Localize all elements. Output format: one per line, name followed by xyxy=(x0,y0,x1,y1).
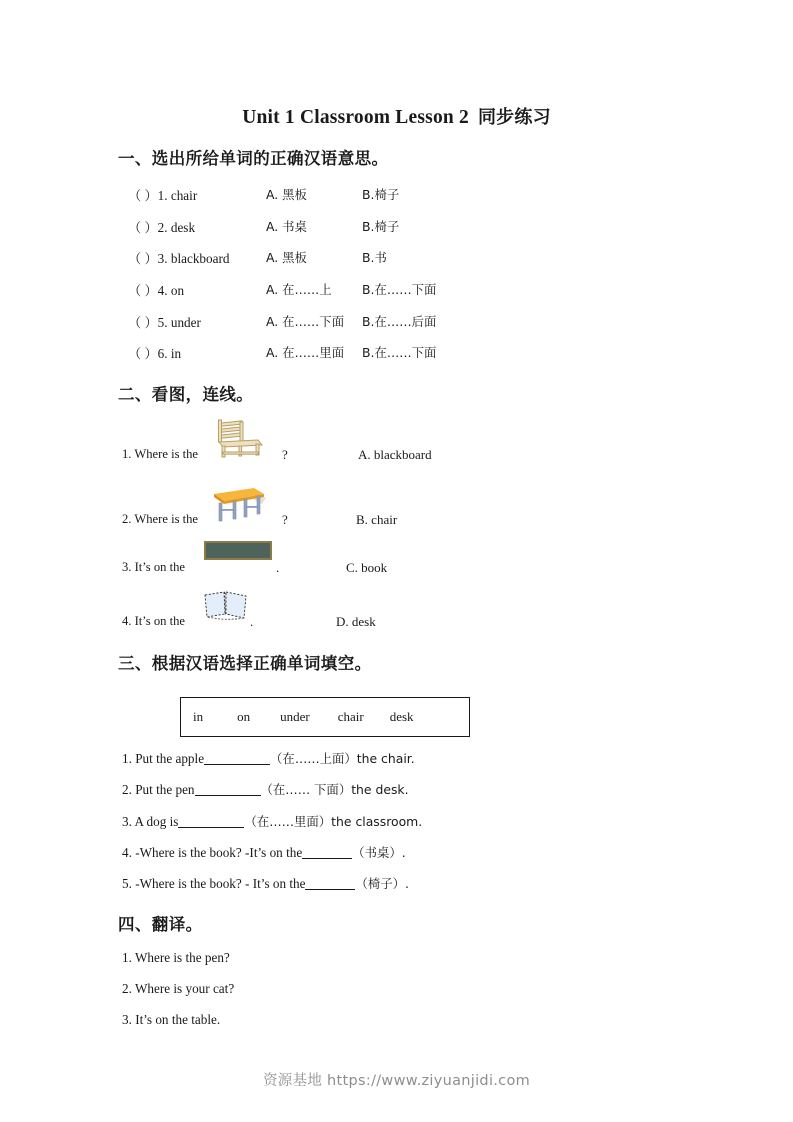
word-bank-item[interactable]: on xyxy=(237,709,251,724)
fill-blank-suffix: （在…… 下面）the desk. xyxy=(260,782,409,797)
mc-option-a[interactable]: A. 在……里面 xyxy=(266,345,345,360)
desk-image xyxy=(210,482,268,526)
fill-blank-prefix: 2. Put the pen xyxy=(122,782,195,797)
mc-question-stem: （ ）2. desk xyxy=(128,220,196,235)
mc-option-a[interactable]: A. 在……下面 xyxy=(266,314,345,329)
mc-option-b[interactable]: B.椅子 xyxy=(362,219,400,234)
translate-item: 2. Where is your cat? xyxy=(122,981,235,996)
match-option[interactable]: C. book xyxy=(346,560,388,575)
mc-option-b[interactable]: B.在……下面 xyxy=(362,282,437,297)
fill-blank-suffix: （椅子）. xyxy=(355,876,409,891)
fill-blank-input[interactable] xyxy=(302,858,352,859)
mc-option-a[interactable]: A. 黑板 xyxy=(266,250,307,265)
word-bank-item[interactable]: chair xyxy=(337,709,364,724)
mc-question-stem: （ ）3. blackboard xyxy=(128,251,230,266)
match-question-suffix: ? xyxy=(282,512,288,527)
fill-blank-prefix: 5. -Where is the book? - It’s on the xyxy=(122,876,306,891)
word-bank-item[interactable]: in xyxy=(193,709,204,724)
fill-blank-suffix: （在……里面）the classroom. xyxy=(244,814,423,829)
page-title-en: Unit 1 Classroom Lesson 2 xyxy=(242,107,469,128)
fill-blank-input[interactable] xyxy=(178,827,244,828)
section-2-heading: 二、看图，连线。 xyxy=(118,385,254,404)
mc-option-b[interactable]: B.在……后面 xyxy=(362,314,437,329)
fill-blank-row xyxy=(122,846,406,859)
match-question-suffix: . xyxy=(276,560,280,575)
footer-watermark: 资源基地 https://www.ziyuanjidi.com xyxy=(262,1073,531,1089)
mc-option-a[interactable]: A. 黑板 xyxy=(266,187,307,202)
fill-blank-suffix: （书桌）. xyxy=(352,845,406,860)
section-4-heading: 四、翻译。 xyxy=(118,915,203,934)
fill-blank-prefix: 1. Put the apple xyxy=(122,751,205,766)
match-question-stem: 4. It’s on the xyxy=(122,614,185,628)
match-question-suffix: ? xyxy=(282,447,288,462)
translate-item: 1. Where is the pen? xyxy=(122,950,230,965)
fill-blank-row xyxy=(122,783,409,796)
match-question-suffix: . xyxy=(250,614,254,629)
blackboard-image xyxy=(204,541,272,560)
fill-blank-suffix: （在……上面）the chair. xyxy=(270,751,415,766)
match-option[interactable]: B. chair xyxy=(356,512,398,527)
mc-option-b[interactable]: B.书 xyxy=(362,250,387,265)
match-question-stem: 1. Where is the xyxy=(122,447,199,461)
book-image xyxy=(203,590,249,624)
translate-item: 3. It’s on the table. xyxy=(122,1012,221,1027)
chair-image xyxy=(212,418,266,460)
match-option[interactable]: A. blackboard xyxy=(358,447,432,462)
mc-question-stem: （ ）4. on xyxy=(128,283,185,298)
word-bank-item[interactable]: desk xyxy=(389,709,414,724)
fill-blank-row xyxy=(122,877,409,890)
page-title xyxy=(0,103,793,129)
section-1-heading: 一、选出所给单词的正确汉语意思。 xyxy=(118,149,389,168)
fill-blank-input[interactable] xyxy=(305,889,355,890)
section-3-heading: 三、根据汉语选择正确单词填空。 xyxy=(118,654,372,673)
match-question-stem: 2. Where is the xyxy=(122,512,199,526)
fill-blank-input[interactable] xyxy=(204,764,270,765)
fill-blank-prefix: 4. -Where is the book? -It’s on the xyxy=(122,845,303,860)
page-title-cn: 同步练习 xyxy=(477,107,551,128)
mc-option-b[interactable]: B.在……下面 xyxy=(362,345,437,360)
fill-blank-prefix: 3. A dog is xyxy=(122,814,179,829)
fill-blank-row xyxy=(122,752,415,765)
mc-question-stem: （ ）1. chair xyxy=(128,188,198,203)
fill-blank-row xyxy=(122,815,422,828)
mc-question-stem: （ ）6. in xyxy=(128,346,182,361)
mc-option-a[interactable]: A. 在……上 xyxy=(266,282,332,297)
mc-question-stem: （ ）5. under xyxy=(128,315,201,330)
mc-option-b[interactable]: B.椅子 xyxy=(362,187,400,202)
word-bank-item[interactable]: under xyxy=(280,709,310,724)
match-question-stem: 3. It’s on the xyxy=(122,560,185,574)
word-bank-words xyxy=(193,709,414,725)
match-option[interactable]: D. desk xyxy=(336,614,376,629)
mc-option-a[interactable]: A. 书桌 xyxy=(266,219,307,234)
fill-blank-input[interactable] xyxy=(195,795,261,796)
